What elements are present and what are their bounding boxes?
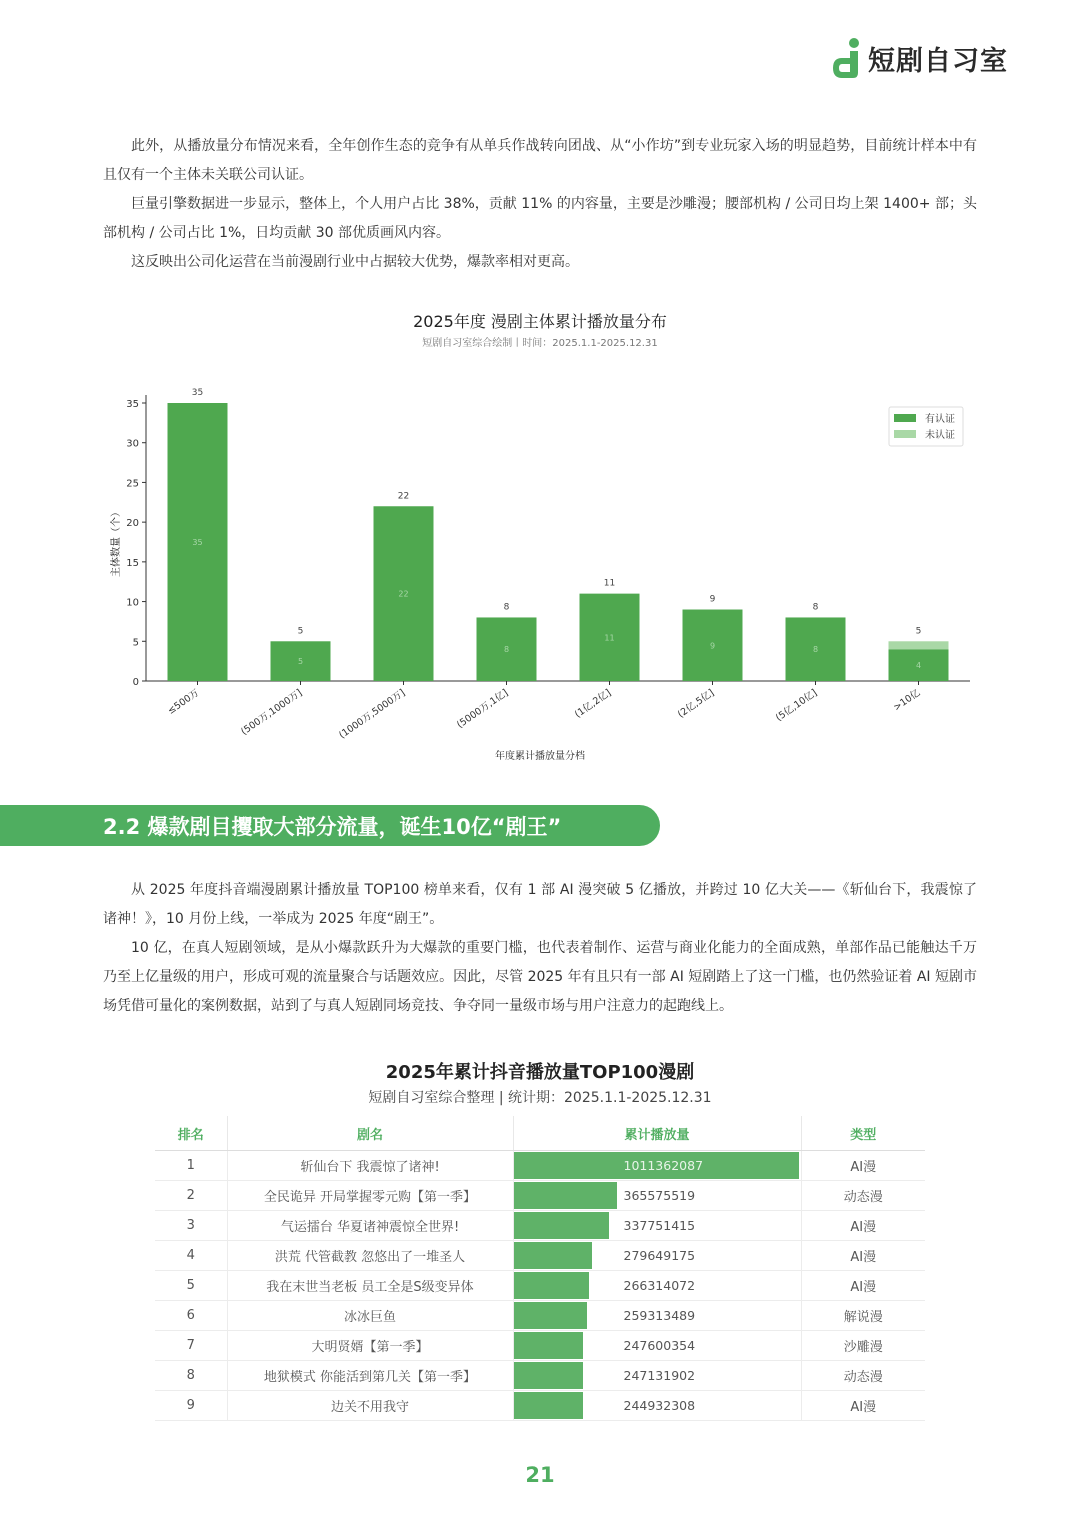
plays-value: 1011362087: [623, 1158, 704, 1173]
table-row: [155, 1391, 925, 1421]
bar-total-label: 35: [191, 388, 204, 398]
plays-cell: [513, 1301, 801, 1331]
bar-inner-label: 8: [812, 645, 819, 655]
x-tick-label: ≤500万: [165, 687, 202, 717]
table-row: [155, 1301, 925, 1331]
x-tick-label: (500万,1000万]: [239, 687, 305, 738]
bar-total-label: 5: [915, 626, 922, 637]
rank-cell: 6: [155, 1301, 227, 1331]
plays-value: 266314072: [623, 1278, 696, 1293]
rank-cell: 1: [155, 1151, 227, 1181]
plays-cell: [513, 1391, 801, 1421]
plays-value: 337751415: [623, 1218, 696, 1233]
table-row: [155, 1151, 925, 1181]
bar-inner-label: 22: [398, 589, 409, 599]
legend-swatch: [894, 430, 916, 438]
body-text: [103, 876, 977, 1021]
logo-icon: [830, 37, 862, 79]
y-tick-label: 20: [126, 518, 139, 530]
bar-uncertified: [889, 641, 949, 649]
intro-paragraph-3: 这反映出公司化运营在当前漫剧行业中占据较大优势，爆款率相对更高。: [131, 254, 579, 270]
top100-table-figure: [155, 1050, 925, 1420]
plays-cell: [513, 1211, 801, 1241]
brand-logo: [830, 36, 1008, 80]
body-paragraph-2: 10 亿，在真人短剧领域，是从小爆款跃升为大爆款的重要门槛，也代表着制作、运营与商业化能力的全面成熟，单部作品已能触达千万乃至上亿量级的用户，形成可观的流量聚合与话题效应。因此，尽管 2025 年有且只有一部 AI 短剧踏上了这一门槛，也仍然验证着 AI 短剧市场凭借可量化的案例数据，站到了与真人短剧同场竞技、争夺同一量级市场与用户注意力的起跑线上。: [103, 940, 977, 1014]
plays-bar: [514, 1392, 583, 1419]
y-tick-label: 30: [126, 438, 139, 450]
bar-total-label: 11: [603, 578, 616, 589]
chart-title: 2025年度 漫剧主体累计播放量分布: [413, 312, 667, 331]
plays-value: 244932308: [623, 1398, 696, 1413]
type-cell: 解说漫: [801, 1301, 925, 1331]
rank-cell: 4: [155, 1241, 227, 1271]
table-subtitle: 短剧自习室综合整理 | 统计期：2025.1.1-2025.12.31: [368, 1090, 712, 1106]
table-row: [155, 1211, 925, 1241]
rank-cell: 5: [155, 1271, 227, 1301]
type-cell: 沙雕漫: [801, 1331, 925, 1361]
x-axis-label: 年度累计播放量分档: [495, 751, 585, 762]
plays-value: 247131902: [623, 1368, 696, 1383]
header-type: 类型: [801, 1116, 925, 1151]
intro-text: [103, 132, 977, 277]
bar-total-label: 22: [397, 491, 410, 502]
plays-bar: [514, 1302, 587, 1329]
brand-name: 短剧自习室: [868, 45, 1008, 77]
table-row: [155, 1181, 925, 1211]
plays-cell: [513, 1241, 801, 1271]
bar-inner-label: 5: [297, 657, 304, 667]
rank-cell: 2: [155, 1181, 227, 1211]
table-row: [155, 1241, 925, 1271]
plays-value: 259313489: [623, 1308, 696, 1323]
plays-cell: [513, 1151, 801, 1181]
plays-value: 279649175: [623, 1248, 696, 1263]
header-title: 剧名: [227, 1116, 513, 1151]
plays-cell: [513, 1181, 801, 1211]
table-header-row: [155, 1116, 925, 1151]
plays-bar: [514, 1182, 617, 1209]
header-plays: 累计播放量: [513, 1116, 801, 1151]
title-cell: 边关不用我守: [227, 1391, 513, 1421]
header-rank: 排名: [155, 1116, 227, 1151]
plays-bar: [514, 1242, 593, 1269]
plays-bar: [514, 1332, 584, 1359]
plays-value: 247600354: [623, 1338, 696, 1353]
playcount-distribution-chart: [100, 300, 980, 770]
section-heading-banner: [0, 805, 660, 846]
bar-total-label: 5: [297, 626, 304, 637]
plays-cell: [513, 1361, 801, 1391]
legend-swatch: [894, 414, 916, 422]
plays-bar: [514, 1212, 609, 1239]
plays-bar: [514, 1362, 584, 1389]
title-cell: 冰冰巨鱼: [227, 1301, 513, 1331]
title-cell: 地狱模式 你能活到第几关【第一季】: [227, 1361, 513, 1391]
bar-inner-label: 4: [915, 661, 922, 671]
type-cell: 动态漫: [801, 1181, 925, 1211]
plays-bar: [514, 1272, 589, 1299]
y-tick-label: 0: [132, 677, 139, 688]
title-cell: 洪荒 代管截教 忽悠出了一堆圣人: [227, 1241, 513, 1271]
y-axis-label: 主体数量（个）: [111, 507, 122, 577]
y-tick-label: 15: [126, 557, 139, 569]
type-cell: AI漫: [801, 1241, 925, 1271]
y-tick-label: 35: [126, 399, 139, 410]
chart-subtitle: 短剧自习室综合绘制丨时间：2025.1.1-2025.12.31: [422, 338, 658, 349]
intro-paragraph-1: 此外，从播放量分布情况来看，全年创作生态的竞争有从单兵作战转向团战、从“小作坊”到专业玩家入场的明显趋势，目前统计样本中有且仅有一个主体未关联公司认证。: [103, 138, 977, 183]
x-tick-label: (5亿,10亿]: [773, 687, 820, 724]
table-row: [155, 1361, 925, 1391]
rank-cell: 9: [155, 1391, 227, 1421]
table-title: 2025年累计抖音播放量TOP100漫剧: [385, 1062, 695, 1083]
rank-cell: 3: [155, 1211, 227, 1241]
legend-label: 有认证: [925, 414, 955, 425]
type-cell: AI漫: [801, 1271, 925, 1301]
x-tick-label: >10亿: [891, 687, 923, 714]
plays-cell: [513, 1331, 801, 1361]
type-cell: 动态漫: [801, 1361, 925, 1391]
title-cell: 大明贤婿【第一季】: [227, 1331, 513, 1361]
type-cell: AI漫: [801, 1391, 925, 1421]
x-tick-label: (1亿,2亿]: [572, 687, 614, 721]
intro-paragraph-2: 巨量引擎数据进一步显示，整体上，个人用户占比 38%，贡献 11% 的内容量，主要是沙雕漫；腰部机构 / 公司日均上架 1400+ 部；头部机构 / 公司占比 1%，日均贡献 30 部优质画风内容。: [103, 196, 977, 241]
type-cell: AI漫: [801, 1151, 925, 1181]
y-tick-label: 5: [132, 637, 139, 649]
bar-inner-label: 35: [192, 538, 203, 547]
title-cell: 我在末世当老板 员工全是S级变异体: [227, 1271, 513, 1301]
bar-total-label: 8: [503, 602, 510, 613]
top100-table: [155, 1116, 925, 1421]
bar-total-label: 8: [812, 602, 819, 613]
plays-cell: [513, 1271, 801, 1301]
plays-value: 365575519: [623, 1188, 696, 1203]
bar-inner-label: 9: [709, 641, 716, 651]
x-tick-label: (5000万,1亿]: [455, 687, 511, 731]
title-cell: 斩仙台下 我震惊了诸神!: [227, 1151, 513, 1181]
legend-label: 未认证: [925, 430, 955, 441]
page-number: 21: [525, 1463, 555, 1487]
rank-cell: 8: [155, 1361, 227, 1391]
rank-cell: 7: [155, 1331, 227, 1361]
section-heading: 2.2 爆款剧目攫取大部分流量，诞生10亿“剧王”: [103, 814, 562, 839]
title-cell: 全民诡异 开局掌握零元购【第一季】: [227, 1181, 513, 1211]
x-tick-label: (1000万,5000万]: [337, 687, 408, 742]
x-tick-label: (2亿,5亿]: [675, 687, 717, 721]
body-paragraph-1: 从 2025 年度抖音端漫剧累计播放量 TOP100 榜单来看，仅有 1 部 AI 漫突破 5 亿播放，并跨过 10 亿大关——《斩仙台下，我震惊了诸神！》，10 月份上线，一举成为 2025 年度“剧王”。: [103, 882, 977, 927]
bar-inner-label: 8: [503, 645, 510, 655]
title-cell: 气运擂台 华夏诸神震惊全世界!: [227, 1211, 513, 1241]
bar-total-label: 9: [709, 594, 716, 605]
table-row: [155, 1271, 925, 1301]
bar-inner-label: 11: [604, 633, 615, 643]
table-row: [155, 1331, 925, 1361]
y-tick-label: 25: [126, 478, 139, 490]
y-tick-label: 10: [126, 597, 139, 609]
type-cell: AI漫: [801, 1211, 925, 1241]
